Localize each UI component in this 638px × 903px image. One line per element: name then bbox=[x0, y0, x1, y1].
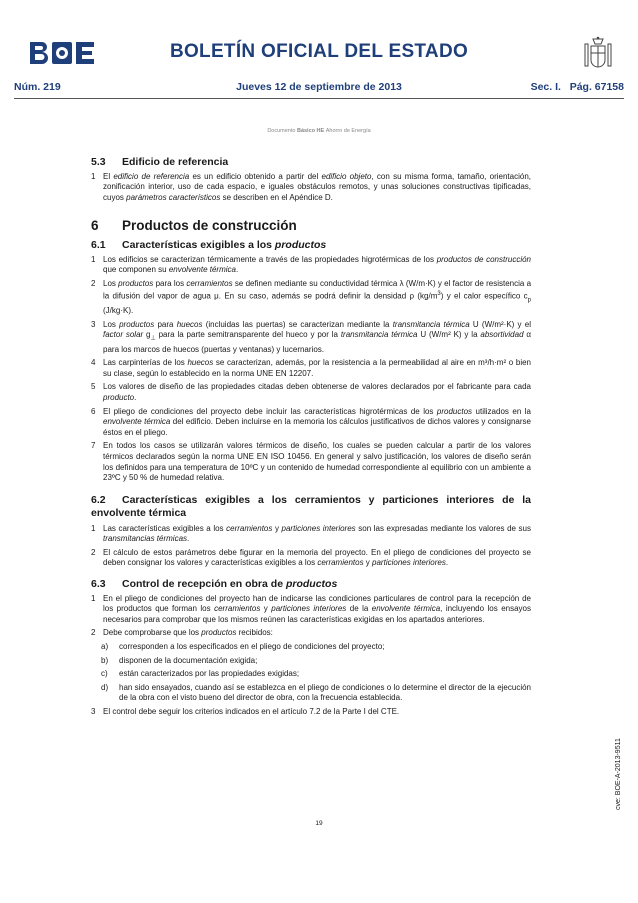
paragraph: 5 Los valores de diseño de las propiedades citadas deben obtenerse de valores declarados por el fabricante para cada producto. bbox=[91, 382, 531, 402]
section-heading-6-3: 6.3 Control de recepción en obra de productos bbox=[91, 578, 338, 591]
cve-identifier: cve: BOE-A-2013-9511 bbox=[615, 738, 622, 810]
section-heading-6-2: 6.2 Características exigibles a los cerramientos y particiones interiores de la envolvente térmica bbox=[91, 493, 531, 519]
page-number: 19 bbox=[315, 820, 323, 827]
coat-of-arms-icon bbox=[583, 36, 613, 72]
gazette-title: BOLETÍN OFICIAL DEL ESTADO bbox=[169, 41, 469, 62]
issue-number: Núm. 219 bbox=[14, 81, 61, 93]
paragraph: 2 Los productos para los cerramientos se definen mediante su conductividad térmica λ (W/m·K) y el factor de resistencia a la difusión del vapor de agua μ. En su caso, además se podrá definir la densidad ρ $(kg/m^3)$ y el calor específico $c_p$ (J/kg·K). bbox=[91, 278, 532, 316]
section-heading-6: 6 Productos de construcción bbox=[91, 218, 297, 234]
paragraph: 3 El control debe seguir los criterios indicados en el artículo 7.2 de la Parte I del CTE. bbox=[91, 707, 400, 716]
section-heading-6-1: 6.1 Características exigibles a los productos bbox=[91, 238, 327, 251]
paragraph: 1 Los edificios se caracterizan térmicamente a través de las propiedades higrotérmicas de los productos de construcción que componen su envolvente térmica. bbox=[91, 254, 531, 275]
section-page: Sec. I. Pág. 67158 bbox=[530, 81, 624, 93]
paragraph: 3 Los productos para huecos (incluidas las puertas) se caracterizan mediante la transmitancia térmica U (W/m²·K) y el factor solar $g_\perp$ para la parte semitransparente del hueco y por la transmitancia térmica U (W/m² K) y la absortividad α para los marcos de huecos (puertas y ventanas) y lucernarios. bbox=[91, 319, 531, 354]
list-item: c) están caracterizados por las propiedades exigidas; bbox=[101, 669, 300, 679]
paragraph: 2 Debe comprobarse que los productos recibidos: bbox=[91, 628, 273, 638]
issue-date: Jueves 12 de septiembre de 2013 bbox=[236, 81, 402, 93]
section-heading-5-3: 5.3 Edificio de referencia bbox=[91, 156, 229, 168]
paragraph: 1 El edificio de referencia es un edificio obtenido a partir del edificio objeto, con su misma forma, tamaño, orientación, zonificación interior, uso de cada espacio, e iguales obstáculos remotos, y unas soluciones constructivas tipificadas, cuyos parámetros característicos se describen en el Apéndice D. bbox=[91, 171, 531, 202]
list-item: d) han sido ensayados, cuando así se establezca en el pliego de condiciones o lo determine el director de la ejecución de la obra con el visto bueno del director de obra, con la frecuencia establecida. bbox=[101, 682, 531, 703]
paragraph: 2 El cálculo de estos parámetros debe figurar en la memoria del proyecto. En el pliego de condiciones del proyecto se deben consignar los valores y características exigibles a los cerramientos y particiones interiores. bbox=[91, 547, 531, 568]
running-header: Documento Básico HE Ahorro de Energía bbox=[267, 128, 371, 134]
header-divider bbox=[14, 98, 624, 99]
paragraph: 7 En todos los casos se utilizarán valores térmicos de diseño, los cuales se pueden calcular a partir de los valores térmicos declarados según la norma UNE EN ISO 10456. En general y salvo justificación, los valores de diseño serán los definidos para una temperatura de 10ºC y un contenido de humedad correspondiente al equilibrio con un ambiente a 23ºC y 50 % de humedad relativa. bbox=[91, 441, 531, 483]
list-item: a) corresponden a los especificados en el pliego de condiciones del proyecto; bbox=[101, 642, 385, 652]
paragraph: 1 En el pliego de condiciones del proyecto han de indicarse las condiciones particulares de control para la recepción de los productos que forman los cerramientos y particiones interiores de la envolvente térmica, incluyendo los ensayos necesarios para comprobar que los mismos reúnen las características exigidas en los apartados anteriores. bbox=[91, 593, 532, 624]
paragraph: 6 El pliego de condiciones del proyecto debe incluir las características higrotérmicas de los productos utilizados en la envolvente térmica del edificio. Deben incluirse en la memoria los cálculos justificativos de dichos valores y consignarse éstos en el pliego. bbox=[91, 406, 531, 437]
paragraph: 4 Las carpinterías de los huecos se caracterizan, además, por la resistencia a la permeabilidad al aire en m³/h·m² o bien su clase, según lo establecido en la norma UNE EN 12207. bbox=[91, 358, 531, 378]
document-body bbox=[91, 149, 531, 721]
list-item: b) disponen de la documentación exigida; bbox=[101, 655, 258, 665]
paragraph: 1 Las características exigibles a los cerramientos y particiones interiores son las expresadas mediante los valores de sus transmitancias térmicas. bbox=[91, 523, 531, 544]
